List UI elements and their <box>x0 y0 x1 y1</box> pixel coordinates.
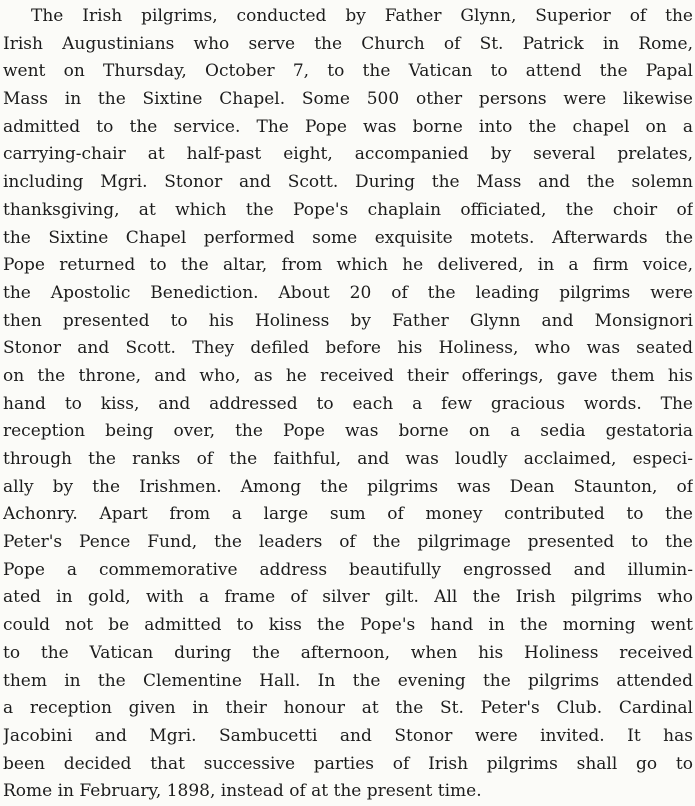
article-line: ally by the Irishmen. Among the pilgrims was Dean Staunton, of <box>3 476 693 497</box>
article-line: Pope returned to the altar, from which he delivered, in a firm voice, <box>3 255 693 276</box>
article-line: then presented to his Holiness by Father Glynn and Monsignori <box>3 310 693 331</box>
article-line: to the Vatican during the afternoon, when his Holiness received <box>3 642 693 663</box>
article-line: the Sixtine Chapel performed some exquisite motets. Afterwards the <box>3 227 693 248</box>
article-line: The Irish pilgrims, conducted by Father Glynn, Superior of the <box>31 6 693 26</box>
article-line: Jacobini and Mgri. Sambucetti and Stonor were invited. It has <box>3 725 693 746</box>
article-line: Pope a commemorative address beautifully engrossed and illumin- <box>3 559 693 580</box>
article-line: including Mgri. Stonor and Scott. During the Mass and the solemn <box>3 172 693 193</box>
article-line: a reception given in their honour at the St. Peter's Club. Cardinal <box>3 698 693 719</box>
article-line: Peter's Pence Fund, the leaders of the pilgrimage presented to the <box>3 532 693 553</box>
article-line: carrying-chair at half-past eight, accompanied by several prelates, <box>3 144 693 165</box>
article-line: on the throne, and who, as he received their offerings, gave them his <box>3 365 693 386</box>
article-line: reception being over, the Pope was borne on a sedia gestatoria <box>3 421 693 442</box>
article-line: Stonor and Scott. They defiled before his Holiness, who was seated <box>3 338 693 359</box>
article-line: Mass in the Sixtine Chapel. Some 500 other persons were likewise <box>3 89 693 110</box>
article-line: thanksgiving, at which the Pope's chaplain officiated, the choir of <box>3 199 693 220</box>
article-line: through the ranks of the faithful, and was loudly acclaimed, especi- <box>3 449 693 469</box>
article-line: admitted to the service. The Pope was borne into the chapel on a <box>3 116 693 137</box>
article-line: Irish Augustinians who serve the Church of St. Patrick in Rome, <box>3 33 693 54</box>
article-paragraph <box>3 3 693 806</box>
article-line: the Apostolic Benediction. About 20 of the leading pilgrims were <box>3 282 693 303</box>
article-line: Achonry. Apart from a large sum of money contributed to the <box>3 504 693 525</box>
article-line: been decided that successive parties of Irish pilgrims shall go to <box>3 753 693 774</box>
article-line: Rome in February, 1898, instead of at the present time. <box>3 781 482 802</box>
article-line: went on Thursday, October 7, to the Vatican to attend the Papal <box>3 61 693 82</box>
article-line: could not be admitted to kiss the Pope's hand in the morning went <box>3 615 693 636</box>
article-line: ated in gold, with a frame of silver gilt. All the Irish pilgrims who <box>3 587 693 608</box>
article-line: them in the Clementine Hall. In the evening the pilgrims attended <box>3 670 693 691</box>
article-line: hand to kiss, and addressed to each a few gracious words. The <box>3 393 693 414</box>
